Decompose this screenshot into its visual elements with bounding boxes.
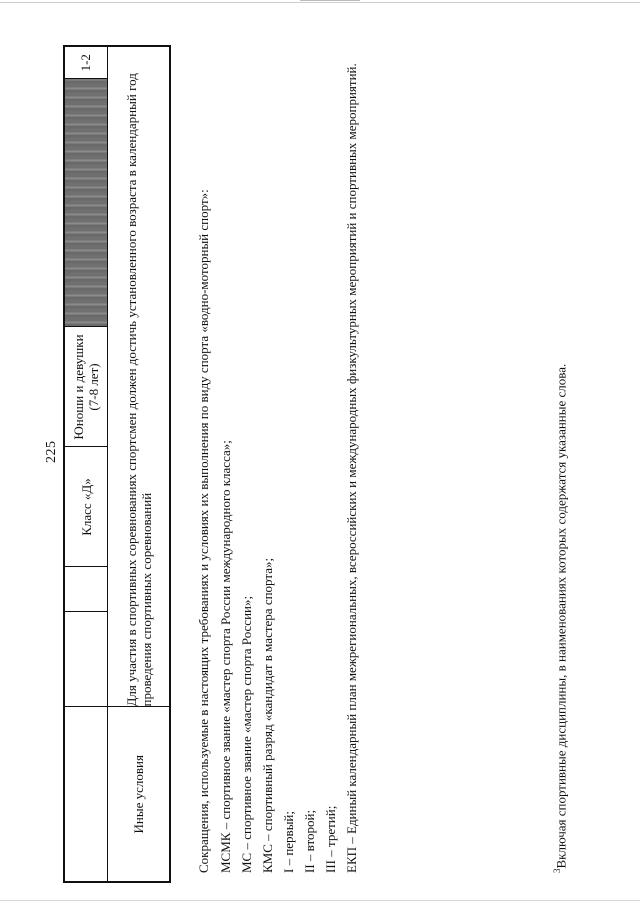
page-number: 225	[44, 440, 59, 463]
footnote	[552, 364, 569, 873]
row-label: Иные условия	[108, 707, 171, 882]
row-text: Для участия в спортивных соревнованиях спортсмен должен достичь установленного возраста в календарный год проведения спортивных соревнований	[108, 46, 171, 707]
abbreviation-item: II – второй;	[302, 809, 317, 873]
table-cell-empty	[64, 567, 108, 612]
table-cell-empty	[64, 612, 108, 707]
table-header-row	[64, 46, 108, 882]
class-cell: Класс «Д»	[64, 447, 108, 567]
group-cell: Юноши и девушки (7-8 лет)	[64, 327, 108, 447]
abbreviation-item: КМС – спортивный разряд «кандидат в мастера спорта»;	[260, 557, 275, 873]
abbreviations-section	[196, 23, 359, 873]
value-cell: 1-2	[64, 46, 108, 79]
abbreviation-item: I – первый;	[281, 811, 296, 873]
abbreviations-intro: Сокращения, используемые в настоящих требованиях и условиях их выполнения по виду спорта «водно-моторный спорт»:	[196, 189, 211, 873]
footnote-text: Включая спортивные дисциплины, в наименованиях которых содержатся указанные слова.	[553, 363, 569, 869]
table-row	[108, 46, 171, 882]
abbreviation-item: ЕКП – Единый календарный план межрегиональных, всероссийских и международных физкультурных мероприятий и спортивных мероприятий.	[344, 63, 359, 873]
shaded-cell	[64, 79, 108, 327]
table-cell-empty	[64, 707, 108, 882]
abbreviation-item: III – третий;	[323, 805, 338, 873]
requirements-table	[63, 45, 171, 883]
footnote-mark: 3	[552, 868, 562, 873]
abbreviation-item: МС – спортивное звание «мастер спорта России»;	[239, 595, 254, 873]
abbreviation-item: МСМК – спортивное звание «мастер спорта России международного класса»;	[218, 440, 233, 873]
